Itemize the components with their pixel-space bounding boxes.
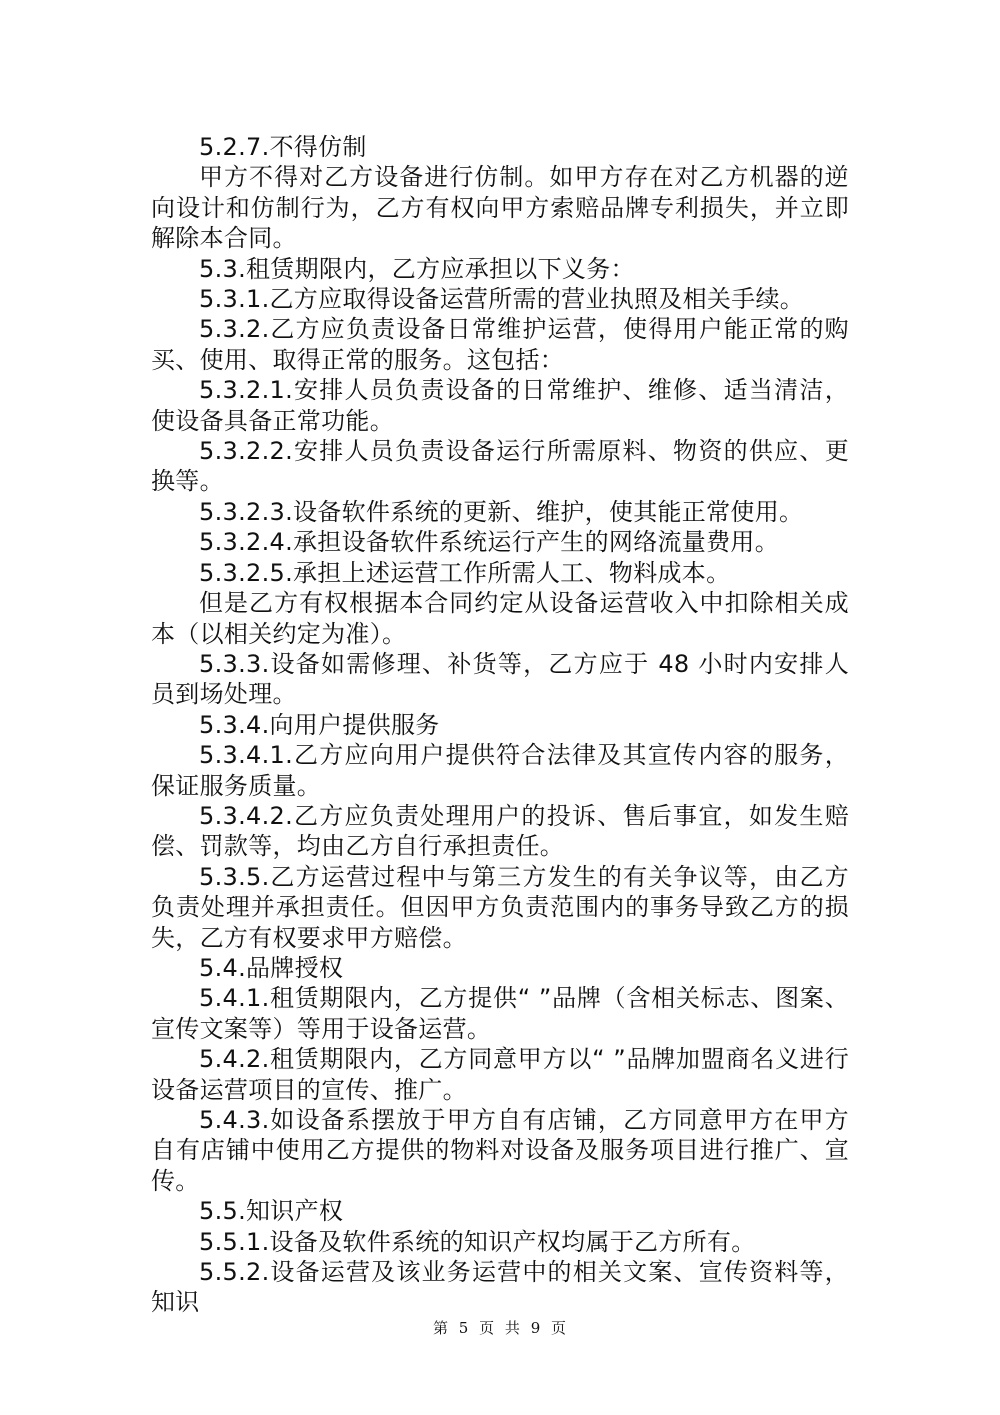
- clause-5-3-2-3: 5.3.2.3.设备软件系统的更新、维护，使其能正常使用。: [199, 497, 804, 526]
- footer-current-page: 5: [458, 1319, 470, 1337]
- footer-suffix: 页: [551, 1319, 568, 1337]
- clause-5-3-2-5: 5.3.2.5.承担上述运营工作所需人工、物料成本。: [199, 558, 731, 587]
- clause-5-3-4-1: 5.3.4.1.乙方应向用户提供符合法律及其宣传内容的服务，保证服务质量。: [151, 741, 849, 800]
- clause-5-4-1: 5.4.1.租赁期限内，乙方提供“ ”品牌（含相关标志、图案、宣传文案等）等用于设备运营。: [151, 984, 849, 1043]
- footer-prefix: 第: [432, 1319, 449, 1337]
- clause-5-3-5: 5.3.5.乙方运营过程中与第三方发生的有关争议等，由乙方负责处理并承担责任。但因甲方负责范围内的事务导致乙方的损失，乙方有权要求甲方赔偿。: [151, 862, 849, 952]
- footer-page-label: 页: [479, 1319, 496, 1337]
- section-heading-5-2-7: 5.2.7.不得仿制: [199, 133, 367, 161]
- clause-5-4-3: 5.4.3.如设备系摆放于甲方自有店铺，乙方同意甲方在甲方自有店铺中使用乙方提供的物料对设备及服务项目进行推广、宣传。: [151, 1106, 849, 1195]
- footer-total-pages: 9: [530, 1319, 542, 1337]
- section-heading-5-5: 5.5.知识产权: [199, 1197, 344, 1226]
- paragraph-no-copying: 甲方不得对乙方设备进行仿制。如甲方存在对乙方机器的逆向设计和仿制行为，乙方有权向甲方索赔品牌专利损失，并立即解除本合同。: [151, 163, 849, 253]
- clause-5-5-2: 5.5.2.设备运营及该业务运营中的相关文案、宣传资料等，知识: [151, 1258, 849, 1317]
- page-footer: [0, 1317, 1000, 1338]
- clause-5-3-3: 5.3.3.设备如需修理、补货等，乙方应于 48 小时内安排人员到场处理。: [151, 649, 849, 709]
- clause-5-3-4: 5.3.4.向用户提供服务: [199, 710, 440, 739]
- clause-5-5-1: 5.5.1.设备及软件系统的知识产权均属于乙方所有。: [199, 1227, 756, 1256]
- clause-5-3-2-2: 5.3.2.2.安排人员负责设备运行所需原料、物资的供应、更换等。: [151, 437, 849, 496]
- clause-5-4-2: 5.4.2.租赁期限内，乙方同意甲方以“ ”品牌加盟商名义进行设备运营项目的宣传、推广。: [151, 1045, 849, 1104]
- clause-5-3-2-4: 5.3.2.4.承担设备软件系统运行产生的网络流量费用。: [199, 528, 779, 557]
- section-heading-5-3: 5.3.租赁期限内，乙方应承担以下义务：: [199, 254, 635, 283]
- paragraph-cost-deduction: 但是乙方有权根据本合同约定从设备运营收入中扣除相关成本（以相关约定为准）。: [151, 589, 849, 648]
- clause-5-3-1: 5.3.1.乙方应取得设备运营所需的营业执照及相关手续。: [199, 285, 805, 314]
- contract-body: [151, 132, 849, 1318]
- clause-5-3-2: 5.3.2.乙方应负责设备日常维护运营，使得用户能正常的购买、使用、取得正常的服务。这包括：: [151, 315, 849, 374]
- clause-5-3-2-1: 5.3.2.1.安排人员负责设备的日常维护、维修、适当清洁，使设备具备正常功能。: [151, 376, 849, 435]
- section-heading-5-4: 5.4.品牌授权: [199, 953, 344, 982]
- clause-5-3-4-2: 5.3.4.2.乙方应负责处理用户的投诉、售后事宜，如发生赔偿、罚款等，均由乙方自行承担责任。: [151, 801, 849, 861]
- footer-total-label: 共: [504, 1319, 521, 1337]
